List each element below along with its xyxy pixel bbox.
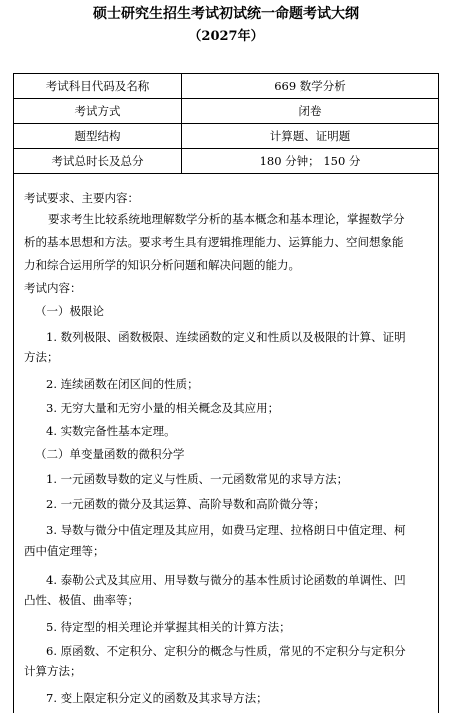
info-row-duration-score bbox=[14, 149, 438, 174]
section-title: （二）单变量函数的微积分学 bbox=[35, 447, 185, 461]
document-year: （2027年） bbox=[188, 29, 264, 44]
info-label: 考试方式 bbox=[14, 99, 182, 123]
requirements-line: 力和综合运用所学的知识分析问题和解决问题的能力。 bbox=[24, 258, 300, 272]
info-value: 669 数学分析 bbox=[274, 79, 346, 93]
list-item: 4. 泰勒公式及其应用、用导数与微分的基本性质讨论函数的单调性、凹 bbox=[46, 573, 406, 587]
list-item: 5. 待定型的相关理论并掌握其相关的计算方法； bbox=[46, 620, 291, 634]
list-item: 1. 一元函数导数的定义与性质、一元函数常见的求导方法； bbox=[46, 472, 349, 486]
content-heading: 考试内容： bbox=[24, 281, 82, 295]
info-label: 考试科目代码及名称 bbox=[14, 74, 182, 98]
list-item: 2. 连续函数在闭区间的性质； bbox=[46, 377, 199, 391]
info-row-question-types bbox=[14, 124, 438, 149]
info-value: 计算题、证明题 bbox=[269, 129, 351, 143]
info-row-subject bbox=[14, 74, 438, 99]
requirements-line: 要求考生比较系统地理解数学分析的基本概念和基本理论，掌握数学分 bbox=[48, 212, 405, 226]
list-item-continuation: 西中值定理等； bbox=[24, 544, 105, 558]
info-label: 题型结构 bbox=[14, 124, 182, 148]
document-title: 硕士研究生招生考试初试统一命题考试大纲 bbox=[93, 6, 359, 22]
list-item: 2. 一元函数的微分及其运算、高阶导数和高阶微分等； bbox=[46, 497, 326, 511]
list-item-continuation: 凸性、极值、曲率等； bbox=[24, 593, 139, 607]
info-value: 180 分钟； 150 分 bbox=[259, 154, 361, 168]
requirements-heading: 考试要求、主要内容： bbox=[24, 191, 139, 205]
list-item-continuation: 方法； bbox=[24, 350, 59, 364]
section-title: （一）极限论 bbox=[35, 304, 104, 318]
list-item: 7. 变上限定积分定义的函数及其求导方法； bbox=[46, 691, 268, 705]
exam-outline-table bbox=[13, 73, 439, 713]
requirements-line: 析的基本思想和方法。要求考生具有逻辑推理能力、运算能力、空间想象能 bbox=[24, 235, 404, 249]
list-item: 1. 数列极限、函数极限、连续函数的定义和性质以及极限的计算、证明 bbox=[46, 330, 406, 344]
info-row-exam-mode bbox=[14, 99, 438, 124]
list-item-continuation: 计算方法； bbox=[24, 664, 82, 678]
list-item: 6. 原函数、不定积分、定积分的概念与性质，常见的不定积分与定积分 bbox=[46, 644, 406, 658]
list-item: 3. 导数与微分中值定理及其应用，如费马定理、拉格朗日中值定理、柯 bbox=[46, 523, 406, 537]
info-value: 闭卷 bbox=[298, 104, 322, 118]
list-item: 4. 实数完备性基本定理。 bbox=[46, 424, 176, 438]
info-label: 考试总时长及总分 bbox=[14, 149, 182, 173]
list-item: 3. 无穷大量和无穷小量的相关概念及其应用； bbox=[46, 401, 280, 415]
